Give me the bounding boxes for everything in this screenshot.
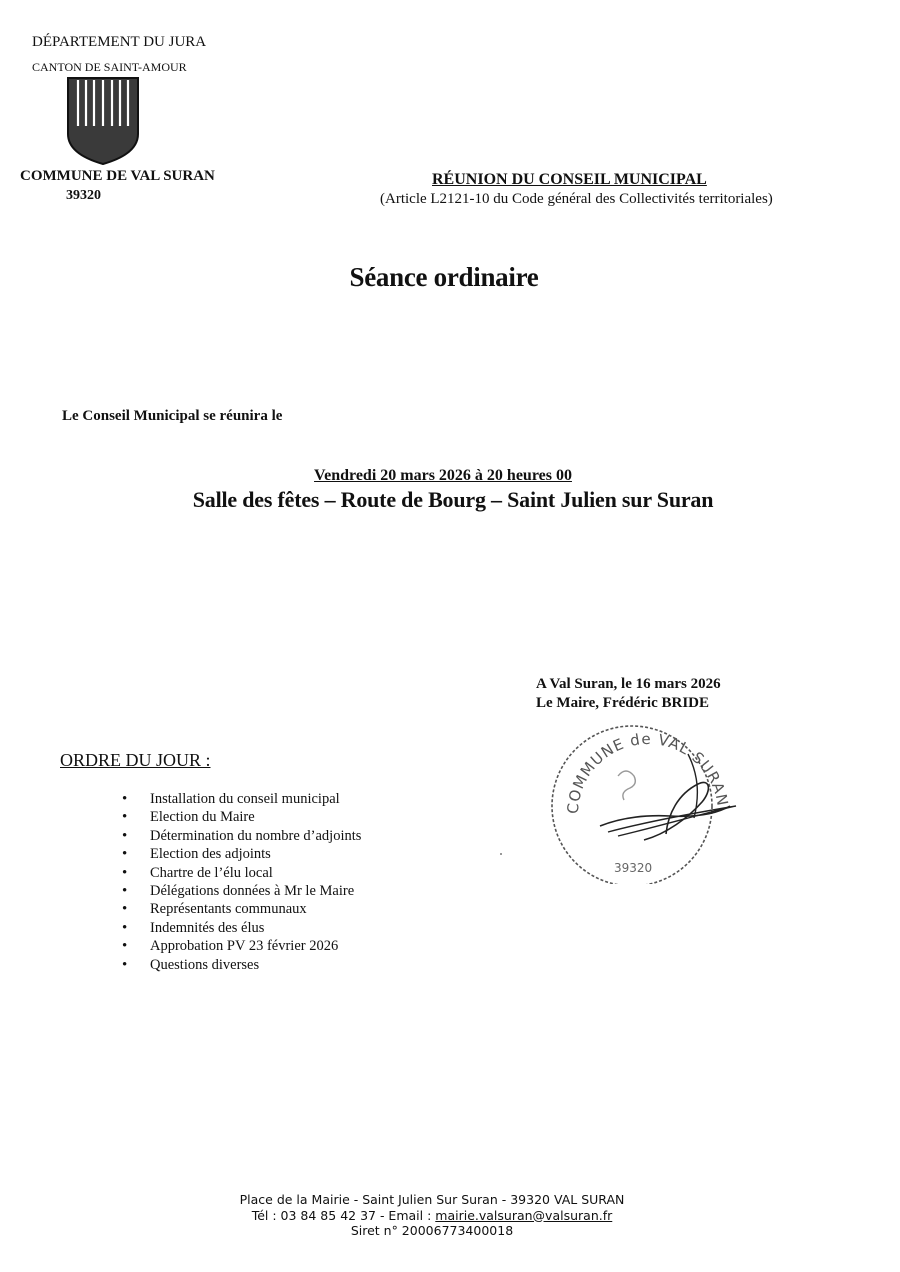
postal-code: 39320: [66, 188, 101, 203]
signature-place-date: A Val Suran, le 16 mars 2026: [536, 676, 721, 692]
agenda-item: • Election des adjoints: [118, 845, 361, 863]
department-name: DÉPARTEMENT DU JURA: [32, 34, 207, 50]
canton-name: CANTON DE SAINT-AMOUR: [32, 60, 187, 74]
meeting-location: Salle des fêtes – Route de Bourg – Saint Julien sur Suran: [192, 487, 714, 512]
session-title: Séance ordinaire: [349, 262, 539, 292]
footer: [0, 1192, 864, 1239]
agenda-item: • Représentants communaux: [118, 900, 361, 918]
footer-siret: Siret n° 20006773400018: [350, 1223, 514, 1238]
convocation-intro: Le Conseil Municipal se réunira le: [62, 408, 283, 424]
official-stamp-with-signature: [548, 714, 744, 884]
meeting-heading: RÉUNION DU CONSEIL MUNICIPAL: [432, 171, 707, 188]
footer-phone: Tél : 03 84 85 42 37 - Email :: [251, 1207, 436, 1223]
svg-text:COMMUNE de VAL SURAN: [564, 730, 732, 814]
agenda-item: • Délégations données à Mr le Maire: [118, 882, 361, 900]
coat-of-arms-shield: [66, 76, 140, 166]
agenda-item: • Questions diverses: [118, 956, 361, 974]
legal-article: (Article L2121-10 du Code général des Collectivités territoriales): [380, 191, 773, 207]
stamp-code: 39320: [614, 861, 653, 875]
stamp-text: COMMUNE de VAL SURAN: [563, 729, 732, 815]
commune-name: COMMUNE DE VAL SURAN: [20, 168, 215, 184]
agenda-item: • Chartre de l’élu local: [118, 864, 361, 882]
footer-email-link[interactable]: mairie.valsuran@valsuran.fr: [435, 1207, 613, 1223]
footer-address: Place de la Mairie - Saint Julien Sur Suran - 39320 VAL SURAN: [239, 1192, 625, 1207]
agenda-item: • Installation du conseil municipal: [118, 790, 361, 808]
footer-contact: [0, 1208, 864, 1224]
scan-speck: [500, 853, 502, 855]
agenda-item: • Election du Maire: [118, 808, 361, 826]
agenda-item: • Indemnités des élus: [118, 919, 361, 937]
agenda-item: • Approbation PV 23 février 2026: [118, 937, 361, 955]
agenda-title: ORDRE DU JOUR :: [60, 750, 211, 770]
mayor-name: Le Maire, Frédéric BRIDE: [536, 695, 710, 711]
agenda-list: [118, 790, 361, 974]
meeting-date: Vendredi 20 mars 2026 à 20 heures 00: [314, 467, 572, 484]
agenda-item: • Détermination du nombre d’adjoints: [118, 827, 361, 845]
